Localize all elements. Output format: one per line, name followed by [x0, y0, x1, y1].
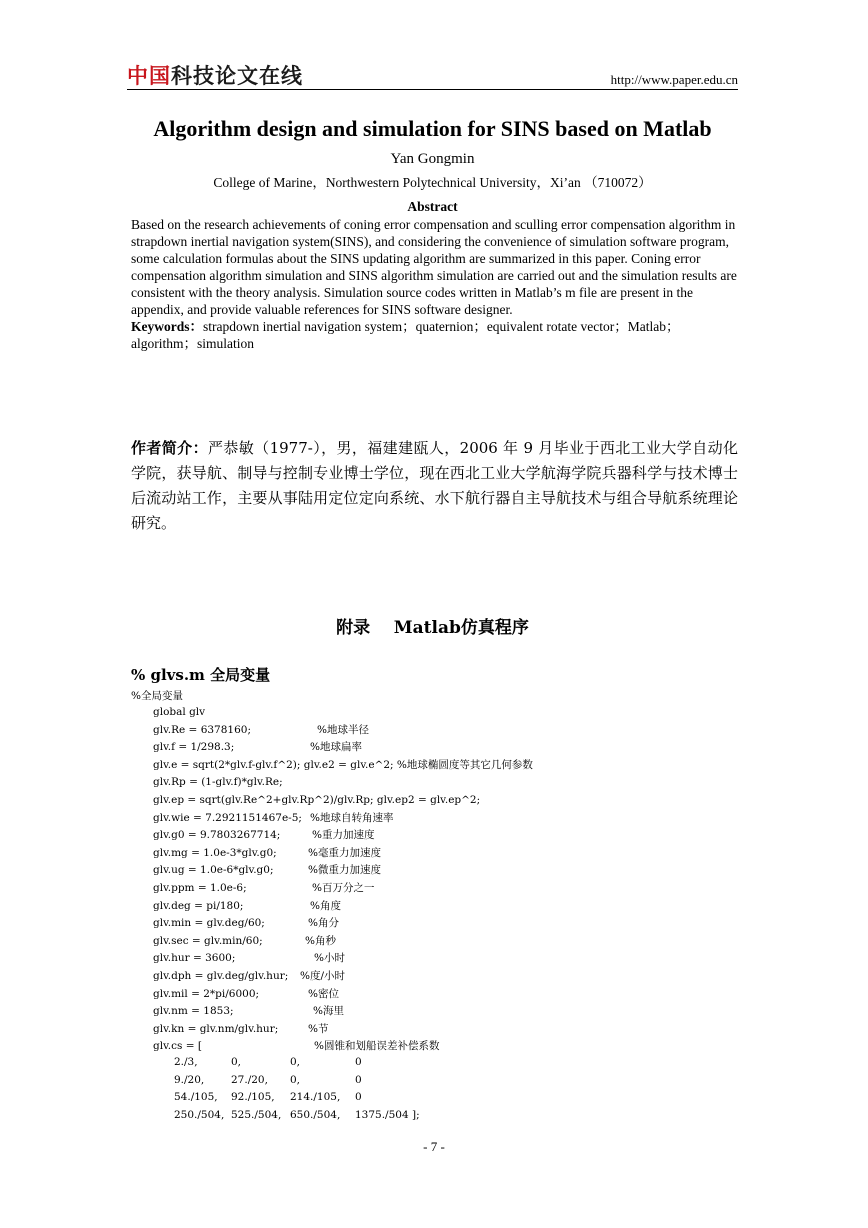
code-text: glv.ep = sqrt(glv.Re^2+glv.Rp^2)/glv.Rp; glv.ep2 = glv.ep^2;: [153, 793, 481, 806]
code-line-comment: %毫重力加速度: [308, 846, 381, 859]
code-line-comment: %海里: [313, 1005, 344, 1018]
code-line: [153, 722, 533, 740]
code-file-heading: % glvs.m 全局变量: [131, 666, 271, 684]
code-line: [153, 950, 533, 968]
code-line-comment: %角度: [310, 899, 341, 912]
code-text: glv.deg = pi/180;: [153, 899, 244, 912]
code-line-comment: %地球自转角速率: [310, 811, 394, 824]
code-line: [153, 774, 533, 792]
appendix-title: 附录 Matlab仿真程序: [336, 618, 529, 638]
code-text: glv.Re = 6378160;: [153, 723, 251, 736]
code-line: [153, 898, 533, 916]
code-text: glv.f = 1/298.3;: [153, 741, 235, 754]
code-text: glv.dph = glv.deg/glv.hur;: [153, 969, 289, 982]
code-text: glv.sec = glv.min/60;: [153, 934, 263, 947]
code-line: [153, 1003, 533, 1021]
code-text: glv.nm = 1853;: [153, 1005, 234, 1018]
code-text: glv.min = glv.deg/60;: [153, 917, 265, 930]
code-text: glv.ppm = 1.0e-6;: [153, 881, 247, 894]
code-line-comment: %节: [308, 1022, 329, 1035]
code-text: glv.e = sqrt(2*glv.f-glv.f^2); glv.e2 = glv.e^2; %地球椭圆度等其它几何参数: [153, 758, 533, 771]
code-text: glv.mil = 2*pi/6000;: [153, 987, 260, 1000]
code-line: [153, 915, 533, 933]
author-name: Yan Gongmin: [390, 151, 475, 167]
header-url[interactable]: http://www.paper.edu.cn: [610, 72, 738, 87]
bio-text: 严恭敏（1977-），男，福建建瓯人，2006 年 9 月毕业于西北工业大学自动化学院，获导航、制导与控制专业博士学位，现在西北工业大学航海学院兵器科学与技术博士后流动站工作，主要从事陆用定位定向系统、水下航行器自主导航技术与组合导航系统理论研究。: [131, 439, 738, 532]
code-text: glv.cs = [: [153, 1040, 202, 1053]
matrix-cell: 9./20,: [174, 1073, 205, 1086]
matrix-cell: 525./504,: [231, 1108, 282, 1121]
code-line: [153, 704, 533, 722]
abstract-heading: Abstract: [407, 199, 458, 214]
matrix-cell: 0: [355, 1073, 362, 1086]
code-line: [153, 792, 533, 810]
code-line-comment: %重力加速度: [312, 829, 375, 842]
code-line: [153, 810, 533, 828]
code-line: [153, 845, 533, 863]
code-line: [153, 827, 533, 845]
code-text: glv.wie = 7.2921151467e-5;: [153, 811, 302, 824]
keywords-label: Keywords：: [131, 319, 203, 334]
code-line-comment: %小时: [314, 952, 345, 965]
author-bio: [131, 436, 738, 536]
matrix-cell: 27./20,: [231, 1073, 268, 1086]
matrix-cell: 214./105,: [290, 1091, 341, 1104]
matrix-cell: 92./105,: [231, 1091, 275, 1104]
code-line: [153, 1021, 533, 1039]
bio-label: 作者简介：: [131, 439, 208, 457]
keywords: [131, 318, 738, 352]
code-line-comment: %微重力加速度: [308, 864, 381, 877]
matrix-cell: 0,: [290, 1056, 301, 1068]
page-number: - 7 -: [423, 1139, 445, 1154]
code-text: global glv: [153, 706, 206, 718]
code-text: glv.ug = 1.0e-6*glv.g0;: [153, 864, 274, 877]
code-line-comment: %角秒: [305, 934, 336, 947]
code-listing: [153, 704, 533, 1056]
code-line-comment: %圆锥和划船误差补偿系数: [314, 1040, 440, 1053]
code-line: [153, 880, 533, 898]
abstract-body: Based on the research achievements of coning error compensation and sculling error compensation algorithm in strapdown inertial navigation system(SINS), and considering the convenience of simulation software program, some calculation formulas about the SINS updating algorithm are summarized in this paper. Coning error compensation algorithm simulation and SINS algorithm simulation are carried out and the simulation results are consistent with the theory analysis. Simulation source codes written in Matlab’s m file are present in the appendix, and provide valuable references for SINS software designer.: [131, 217, 737, 317]
code-text: glv.mg = 1.0e-3*glv.g0;: [153, 846, 277, 859]
code-line-comment: %地球扁率: [310, 741, 362, 754]
matrix-cell: 250./504,: [174, 1108, 225, 1121]
matrix-cell: 0: [355, 1056, 362, 1068]
code-line: [153, 757, 533, 775]
code-text: glv.Rp = (1-glv.f)*glv.Re;: [153, 776, 283, 789]
code-line: [153, 968, 533, 986]
matrix-cell: 1375./504 ];: [355, 1108, 420, 1121]
code-line: [153, 933, 533, 951]
code-line-comment: %密位: [308, 987, 339, 1000]
code-text: glv.g0 = 9.7803267714;: [153, 829, 281, 842]
author-affiliation: College of Marine，Northwestern Polytechnical University，Xi’an （710072）: [213, 175, 652, 190]
header-rule: [127, 89, 738, 90]
paper-title: Algorithm design and simulation for SINS based on Matlab: [153, 116, 712, 141]
matrix-cell: 54./105,: [174, 1091, 218, 1104]
matrix-cell: 0: [355, 1091, 362, 1104]
code-line-comment: %百万分之一: [312, 881, 375, 894]
abstract-section: [131, 216, 738, 352]
code-line: [153, 739, 533, 757]
logo-red-text: 中国: [127, 64, 171, 88]
site-logo: [127, 60, 303, 90]
code-comment: %全局变量: [131, 690, 183, 702]
keywords-text: strapdown inertial navigation system；quaternion；equivalent rotate vector；Matlab；algorithm；simulation: [131, 319, 680, 351]
matrix-cell: 2./3,: [174, 1056, 198, 1068]
code-text: glv.hur = 3600;: [153, 952, 236, 965]
matrix-cell: 0,: [290, 1073, 301, 1086]
code-line: [153, 862, 533, 880]
code-line-comment: %度/小时: [300, 969, 346, 982]
code-line: [153, 986, 533, 1004]
code-text: glv.kn = glv.nm/glv.hur;: [153, 1022, 279, 1035]
logo-black-text: 科技论文在线: [171, 64, 303, 88]
matrix-cell: 0,: [231, 1056, 242, 1068]
code-line: [153, 1038, 533, 1056]
code-line-comment: %角分: [308, 917, 339, 930]
matrix-cell: 650./504,: [290, 1108, 341, 1121]
code-line-comment: %地球半径: [317, 723, 369, 736]
